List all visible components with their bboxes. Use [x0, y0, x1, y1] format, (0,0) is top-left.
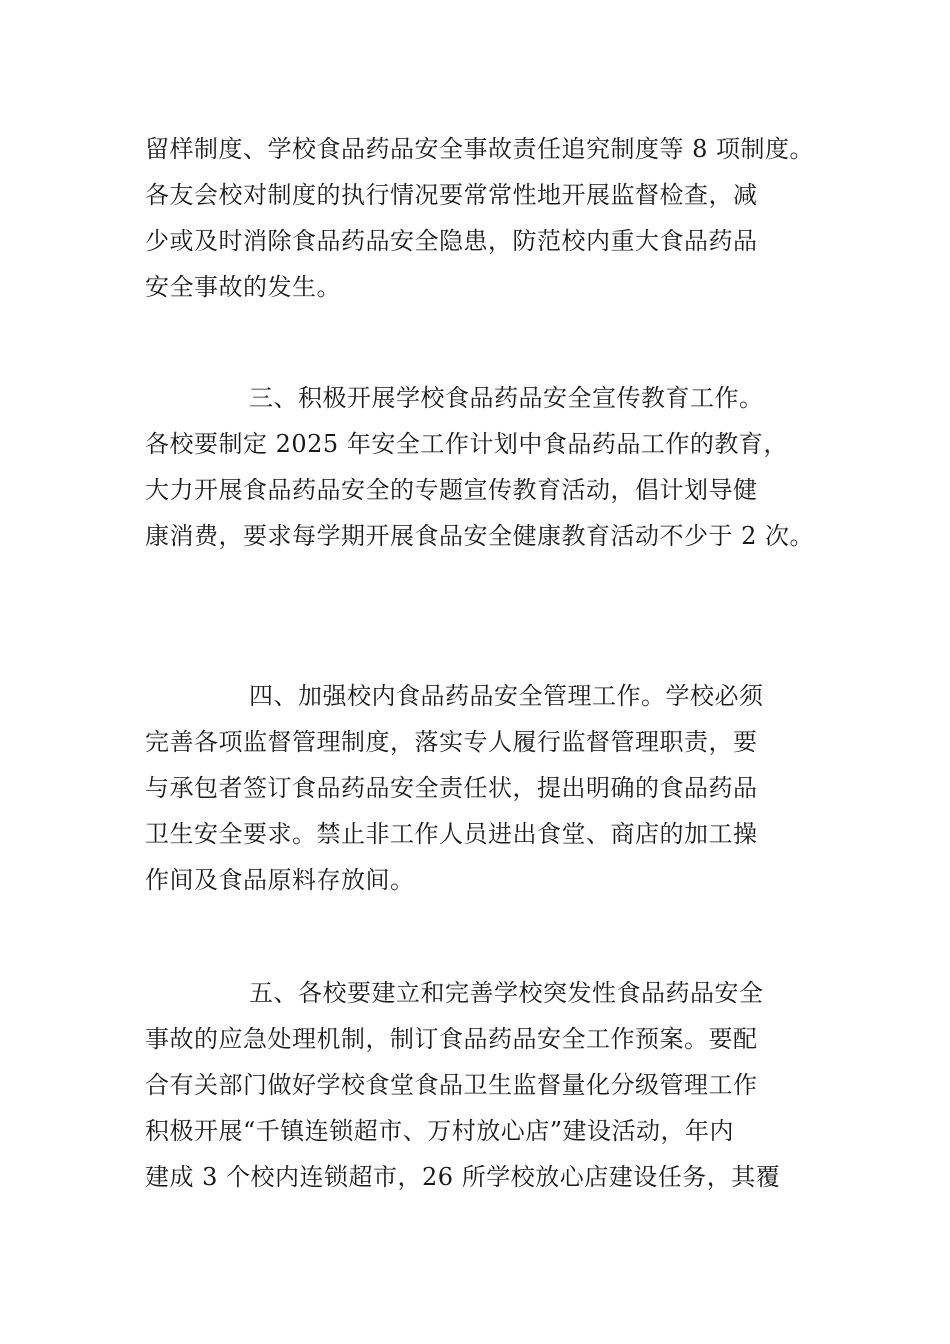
paragraph-line: 与承包者签订食品药品安全责任状，提出明确的食品药品: [145, 774, 758, 802]
section-heading: 五、各校要建立和完善学校突发性食品药品安全: [249, 979, 764, 1007]
paragraph-line: 康消费，要求每学期开展食品安全健康教育活动不少于 2 次。: [145, 522, 815, 550]
paragraph-line: 少或及时消除食品药品安全隐患，防范校内重大食品药品: [145, 227, 758, 255]
paragraph-line: 事故的应急处理机制，制订食品药品安全工作预案。要配: [145, 1025, 758, 1053]
paragraph-line: 留样制度、学校食品药品安全事故责任追究制度等 8 项制度。: [145, 135, 815, 163]
paragraph-regulations: [145, 126, 845, 310]
paragraph-line: 积极开展“千镇连锁超市、万村放心店”建设活动，年内: [145, 1117, 735, 1145]
paragraph-line: 卫生安全要求。禁止非工作人员进出食堂、商店的加工操: [145, 820, 758, 848]
paragraph-line: 安全事故的发生。: [145, 273, 341, 301]
section-heading: 四、加强校内食品药品安全管理工作。学校必须: [249, 682, 764, 710]
paragraph-section-three: [145, 375, 845, 559]
paragraph-section-four: [145, 673, 845, 903]
paragraph-line: 大力开展食品药品安全的专题宣传教育活动，倡计划导健: [145, 476, 758, 504]
paragraph-line: 完善各项监督管理制度，落实专人履行监督管理职责，要: [145, 728, 758, 756]
paragraph-line: 各校要制定 2025 年安全工作计划中食品药品工作的教育，: [145, 430, 788, 458]
paragraph-line: 各友会校对制度的执行情况要常常性地开展监督检查，减: [145, 181, 758, 209]
paragraph-line: 作间及食品原料存放间。: [145, 866, 415, 894]
paragraph-section-five: [145, 970, 845, 1200]
paragraph-line: 建成 3 个校内连锁超市，26 所学校放心店建设任务，其覆: [145, 1163, 781, 1191]
section-heading: 三、积极开展学校食品药品安全宣传教育工作。: [249, 384, 764, 412]
paragraph-line: 合有关部门做好学校食堂食品卫生监督量化分级管理工作: [145, 1071, 758, 1099]
